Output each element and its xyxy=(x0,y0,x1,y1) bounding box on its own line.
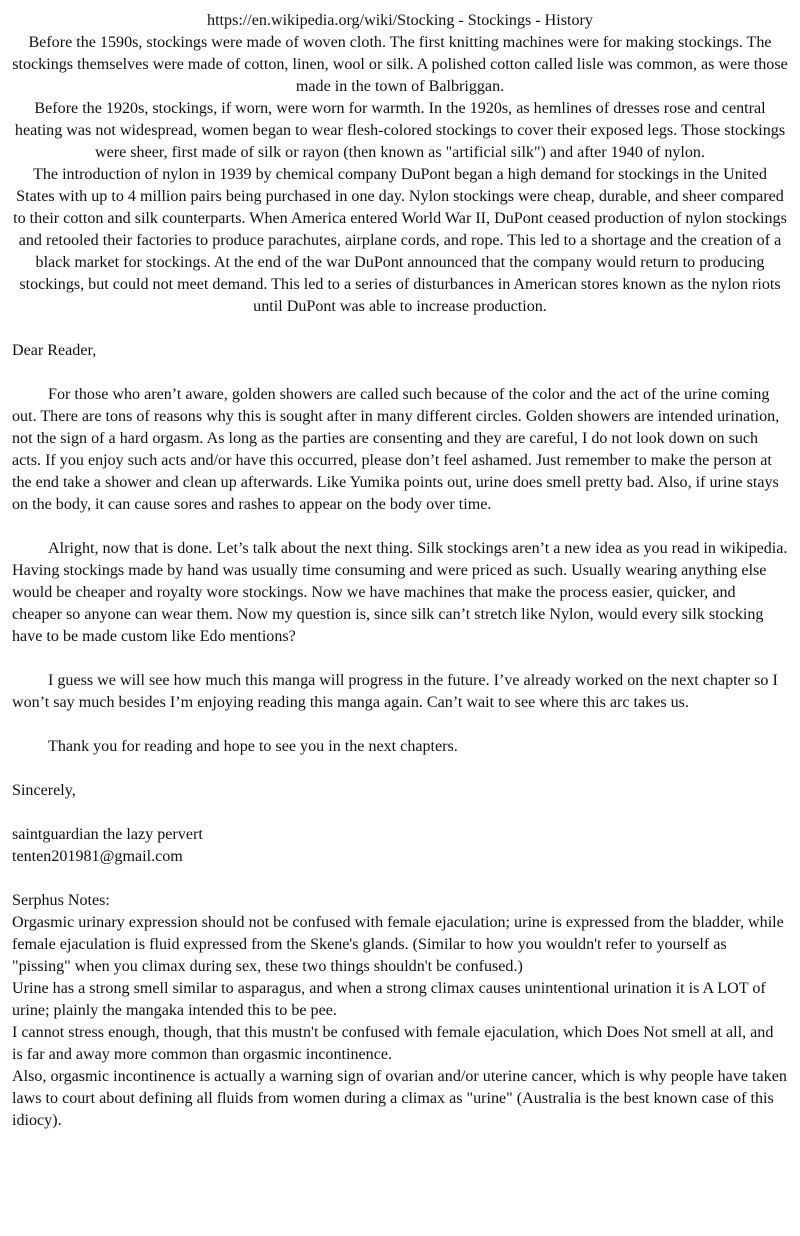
notes-paragraph-2: Urine has a strong smell similar to asparagus, and when a strong climax causes unintentional urination it is A LOT of urine; plainly the mangaka intended this to be pee. xyxy=(12,980,766,1019)
signature-email: tenten201981@gmail.com xyxy=(12,848,183,865)
spacer xyxy=(12,714,788,736)
letter-closing: Sincerely, xyxy=(12,782,76,799)
notes-paragraph-1: Orgasmic urinary expression should not be confused with female ejaculation; urine is expressed from the bladder, while female ejaculation is fluid expressed from the Skene's glands. (Similar to how you wouldn't refer to yourself as "pissing" when you climax during sex, these two things shouldn't be confused.) xyxy=(12,914,784,975)
source-line: https://en.wikipedia.org/wiki/Stocking - Stockings - History xyxy=(207,12,593,29)
serphus-notes xyxy=(12,890,788,1132)
spacer xyxy=(12,318,788,340)
spacer xyxy=(12,868,788,890)
document-page xyxy=(12,10,788,1132)
spacer xyxy=(12,516,788,538)
spacer xyxy=(12,802,788,824)
notes-paragraph-3: I cannot stress enough, though, that this mustn't be confused with female ejaculation, which Does Not smell at all, and is far and away more common than orgasmic incontinence. xyxy=(12,1024,774,1063)
wiki-paragraph-2: Before the 1920s, stockings, if worn, were worn for warmth. In the 1920s, as hemlines of dresses rose and central heating was not widespread, women began to wear flesh-colored stockings to cover their exposed legs. Those stockings were sheer, first made of silk or rayon (then known as "artificial silk") and after 1940 of nylon. xyxy=(14,100,786,161)
signature-name: saintguardian the lazy pervert xyxy=(12,826,203,843)
wiki-paragraph-1: Before the 1590s, stockings were made of woven cloth. The first knitting machines were for making stockings. The stockings themselves were made of cotton, linen, wool or silk. A polished cotton called lisle was common, as were those made in the town of Balbriggan. xyxy=(12,34,788,95)
letter-salutation: Dear Reader, xyxy=(12,342,97,359)
letter-paragraph-2: Alright, now that is done. Let’s talk about the next thing. Silk stockings aren’t a new idea as you read in wikipedia. Having stockings made by hand was usually time consuming and were priced as such. Usually wearing anything else would be cheaper and royalty wore stockings. Now we have machines that make the process easier, quicker, and cheaper so anyone can wear them. Now my question is, since silk can’t stretch like Nylon, would every silk stocking have to be made custom like Edo mentions? xyxy=(12,540,788,645)
letter-paragraph-1: For those who aren’t aware, golden showers are called such because of the color and the act of the urine coming out. There are tons of reasons why this is sought after in many different circles. Golden showers are intended urination, not the sign of a hard orgasm. As long as the parties are consenting and they are careful, I do not look down on such acts. If you enjoy such acts and/or have this occurred, please don’t feel ashamed. Just remember to make the person at the end take a shower and clean up afterwards. Like Yumika points out, urine does smell pretty bad. Also, if urine stays on the body, it can cause sores and rashes to appear on the body over time. xyxy=(12,386,780,513)
notes-heading: Serphus Notes: xyxy=(12,892,110,909)
notes-paragraph-4: Also, orgasmic incontinence is actually a warning sign of ovarian and/or uterine cancer, which is why people have taken laws to court about defining all fluids from women during a climax as "urine" (Australia is the best known case of this idiocy). xyxy=(12,1068,787,1129)
letter-paragraph-3: I guess we will see how much this manga will progress in the future. I’ve already worked on the next chapter so I won’t say much besides I’m enjoying reading this manga again. Can’t wait to see where this arc takes us. xyxy=(12,672,778,711)
wiki-paragraph-3: The introduction of nylon in 1939 by chemical company DuPont began a high demand for stockings in the United States with up to 4 million pairs being purchased in one day. Nylon stockings were cheap, durable, and sheer compared to their cotton and silk counterparts. When America entered World War II, DuPont ceased production of nylon stockings and retooled their factories to produce parachutes, airplane cords, and rope. This led to a shortage and the creation of a black market for stockings. At the end of the war DuPont announced that the company would return to producing stockings, but could not meet demand. This led to a series of disturbances in American stores known as the nylon riots until DuPont was able to increase production. xyxy=(13,166,787,315)
spacer xyxy=(12,362,788,384)
wiki-excerpt xyxy=(12,10,788,318)
letter-paragraph-4: Thank you for reading and hope to see you in the next chapters. xyxy=(48,738,458,755)
spacer xyxy=(12,758,788,780)
translator-letter xyxy=(12,340,788,868)
spacer xyxy=(12,648,788,670)
